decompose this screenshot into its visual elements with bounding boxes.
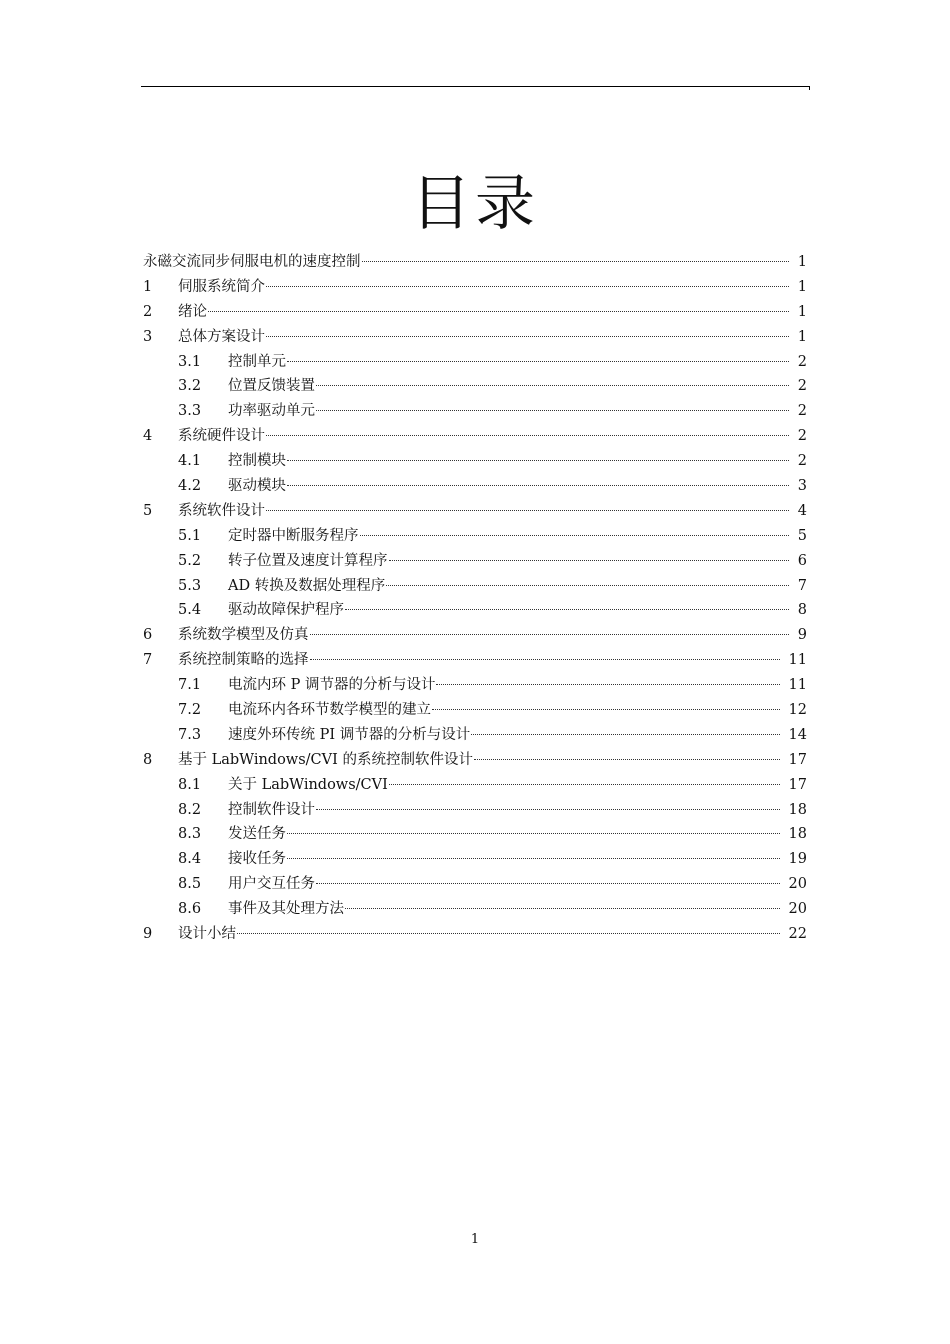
toc-entry-page: 19 xyxy=(788,851,807,868)
toc-dot-leader xyxy=(474,759,780,760)
toc-entry[interactable] xyxy=(143,449,807,474)
toc-entry-title: 转子位置及速度计算程序 xyxy=(228,552,388,569)
toc-entry-page: 1 xyxy=(797,254,807,270)
toc-entry[interactable] xyxy=(143,275,807,300)
toc-dot-leader xyxy=(287,460,789,461)
toc-entry-page: 11 xyxy=(788,677,807,694)
toc-entry-page: 2 xyxy=(797,453,807,470)
toc-entry-page: 4 xyxy=(797,502,807,519)
toc-entry-page: 5 xyxy=(797,527,807,544)
toc-entry[interactable] xyxy=(143,847,807,872)
toc-entry-number: 5.2 xyxy=(178,552,202,569)
toc-entry-page: 6 xyxy=(797,552,807,569)
toc-dot-leader xyxy=(432,709,780,710)
toc-entry[interactable] xyxy=(143,623,807,648)
toc-entry-page: 2 xyxy=(797,353,807,370)
toc-entry-number: 5.3 xyxy=(178,577,202,594)
toc-dot-leader xyxy=(389,784,780,785)
toc-entry[interactable] xyxy=(143,499,807,524)
toc-entry-page: 2 xyxy=(797,403,807,420)
toc-entry-page: 12 xyxy=(788,702,807,719)
toc-entry[interactable] xyxy=(143,424,807,449)
toc-dot-leader xyxy=(471,734,779,735)
toc-dot-leader xyxy=(316,410,789,411)
toc-entry-title: AD 转换及数据处理程序 xyxy=(228,577,386,594)
toc-entry-number: 7.1 xyxy=(178,677,202,694)
toc-entry-title: 事件及其处理方法 xyxy=(228,901,344,918)
toc-entry-number: 8.3 xyxy=(178,826,202,843)
toc-entry-number: 8.2 xyxy=(178,801,202,818)
toc-entry-number: 7.2 xyxy=(178,702,202,719)
table-of-contents xyxy=(143,250,807,947)
toc-entry-title: 绪论 xyxy=(178,303,207,320)
toc-entry-title: 控制模块 xyxy=(228,453,286,470)
toc-entry-page: 20 xyxy=(788,901,807,918)
toc-entry-number: 4.2 xyxy=(178,478,202,495)
toc-entry-title: 系统控制策略的选择 xyxy=(178,652,309,669)
header-rule-tick xyxy=(809,86,810,90)
toc-entry-title: 伺服系统简介 xyxy=(178,278,265,295)
toc-entry-number: 3.3 xyxy=(178,403,202,420)
toc-entry-number: 8.5 xyxy=(178,876,202,893)
toc-entry[interactable] xyxy=(143,897,807,922)
toc-entry-title: 用户交互任务 xyxy=(228,876,315,893)
toc-entry-title: 关于 LabWindows/CVI xyxy=(228,776,388,793)
toc-entry-page: 3 xyxy=(797,478,807,495)
toc-dot-leader xyxy=(360,535,789,536)
toc-entry[interactable] xyxy=(143,524,807,549)
toc-entry-title: 速度外环传统 PI 调节器的分析与设计 xyxy=(228,726,471,743)
toc-entry-number: 4.1 xyxy=(178,453,202,470)
toc-entry[interactable] xyxy=(143,872,807,897)
toc-dot-leader xyxy=(386,585,789,586)
toc-entry-title: 功率驱动单元 xyxy=(228,403,315,420)
toc-entry-title: 控制软件设计 xyxy=(228,801,315,818)
toc-entry-number: 7 xyxy=(143,652,153,669)
toc-entry-number: 9 xyxy=(143,926,153,943)
toc-entry-number: 3.2 xyxy=(178,378,202,395)
toc-entry-number: 2 xyxy=(143,303,153,320)
toc-dot-leader xyxy=(316,809,780,810)
toc-dot-leader xyxy=(316,883,780,884)
toc-entry-title: 位置反馈装置 xyxy=(228,378,315,395)
toc-entry-title: 电流环内各环节数学模型的建立 xyxy=(228,702,431,719)
toc-entry-page: 17 xyxy=(788,751,807,768)
toc-entry-number: 4 xyxy=(143,428,153,445)
toc-dot-leader xyxy=(316,385,789,386)
toc-dot-leader xyxy=(266,510,789,511)
toc-entry-page: 11 xyxy=(788,652,807,669)
toc-entry-title: 发送任务 xyxy=(228,826,286,843)
toc-entry-title: 系统硬件设计 xyxy=(178,428,265,445)
toc-dot-leader xyxy=(310,659,780,660)
toc-entry-page: 1 xyxy=(797,278,807,295)
toc-entry[interactable] xyxy=(143,374,807,399)
toc-entry-number: 8.1 xyxy=(178,776,202,793)
toc-entry-title: 系统软件设计 xyxy=(178,502,265,519)
toc-entry-page: 2 xyxy=(797,378,807,395)
toc-entry-number: 5 xyxy=(143,502,153,519)
toc-entry-page: 18 xyxy=(788,826,807,843)
page-number: 1 xyxy=(470,1232,480,1247)
toc-entry-page: 14 xyxy=(788,726,807,743)
toc-entry-number: 8.4 xyxy=(178,851,202,868)
toc-entry[interactable] xyxy=(143,350,807,375)
toc-entry-title: 控制单元 xyxy=(228,353,286,370)
toc-entry[interactable] xyxy=(143,325,807,350)
toc-entry-number: 6 xyxy=(143,627,153,644)
toc-entry[interactable] xyxy=(143,922,807,947)
toc-entry-page: 1 xyxy=(797,328,807,345)
toc-dot-leader xyxy=(266,435,789,436)
toc-entry-title: 接收任务 xyxy=(228,851,286,868)
toc-entry[interactable] xyxy=(143,723,807,748)
toc-entry-page: 1 xyxy=(797,303,807,320)
toc-dot-leader xyxy=(208,311,789,312)
toc-dot-leader xyxy=(266,336,789,337)
toc-entry[interactable] xyxy=(143,474,807,499)
toc-dot-leader xyxy=(287,485,789,486)
toc-entry[interactable] xyxy=(143,250,807,275)
toc-dot-leader xyxy=(287,361,789,362)
toc-entry-title: 电流内环 P 调节器的分析与设计 xyxy=(228,677,436,694)
toc-entry-number: 3 xyxy=(143,328,153,345)
toc-entry[interactable] xyxy=(143,673,807,698)
page-title: 目录 xyxy=(411,169,539,240)
toc-dot-leader xyxy=(287,858,780,859)
header-rule xyxy=(141,86,809,87)
toc-entry-title: 基于 LabWindows/CVI 的系统控制软件设计 xyxy=(178,751,473,768)
toc-entry-number: 7.3 xyxy=(178,726,202,743)
toc-entry-title: 驱动模块 xyxy=(228,478,286,495)
toc-entry[interactable] xyxy=(143,773,807,798)
toc-entry-page: 2 xyxy=(797,428,807,445)
toc-dot-leader xyxy=(362,261,789,262)
toc-entry[interactable] xyxy=(143,798,807,823)
toc-entry[interactable] xyxy=(143,698,807,723)
toc-entry-number: 1 xyxy=(143,278,153,295)
toc-entry-page: 20 xyxy=(788,876,807,893)
toc-dot-leader xyxy=(345,609,789,610)
toc-entry-number: 8.6 xyxy=(178,901,202,918)
toc-entry[interactable] xyxy=(143,748,807,773)
toc-entry[interactable] xyxy=(143,300,807,325)
toc-dot-leader xyxy=(287,833,780,834)
toc-entry[interactable] xyxy=(143,648,807,673)
toc-entry-number: 5.4 xyxy=(178,602,202,619)
toc-entry-page: 18 xyxy=(788,801,807,818)
toc-entry[interactable] xyxy=(143,822,807,847)
toc-entry[interactable] xyxy=(143,549,807,574)
toc-entry[interactable] xyxy=(143,574,807,599)
toc-entry-title: 系统数学模型及仿真 xyxy=(178,627,309,644)
toc-entry-number: 8 xyxy=(143,751,153,768)
toc-dot-leader xyxy=(266,286,789,287)
toc-entry-page: 7 xyxy=(797,577,807,594)
toc-entry-title: 驱动故障保护程序 xyxy=(228,602,344,619)
toc-entry-page: 17 xyxy=(788,776,807,793)
toc-dot-leader xyxy=(436,684,779,685)
toc-entry[interactable] xyxy=(143,598,807,623)
toc-entry-page: 9 xyxy=(797,627,807,644)
toc-entry-page: 22 xyxy=(788,926,807,943)
toc-dot-leader xyxy=(310,634,789,635)
toc-entry-page: 8 xyxy=(797,602,807,619)
toc-entry-number: 5.1 xyxy=(178,527,202,544)
toc-entry-title: 设计小结 xyxy=(178,926,236,943)
toc-dot-leader xyxy=(389,560,789,561)
toc-dot-leader xyxy=(345,908,780,909)
toc-entry-number: 3.1 xyxy=(178,353,202,370)
toc-entry-title: 永磁交流同步伺服电机的速度控制 xyxy=(143,254,361,270)
toc-entry[interactable] xyxy=(143,399,807,424)
toc-dot-leader xyxy=(237,933,780,934)
toc-entry-title: 定时器中断服务程序 xyxy=(228,527,359,544)
toc-entry-title: 总体方案设计 xyxy=(178,328,265,345)
